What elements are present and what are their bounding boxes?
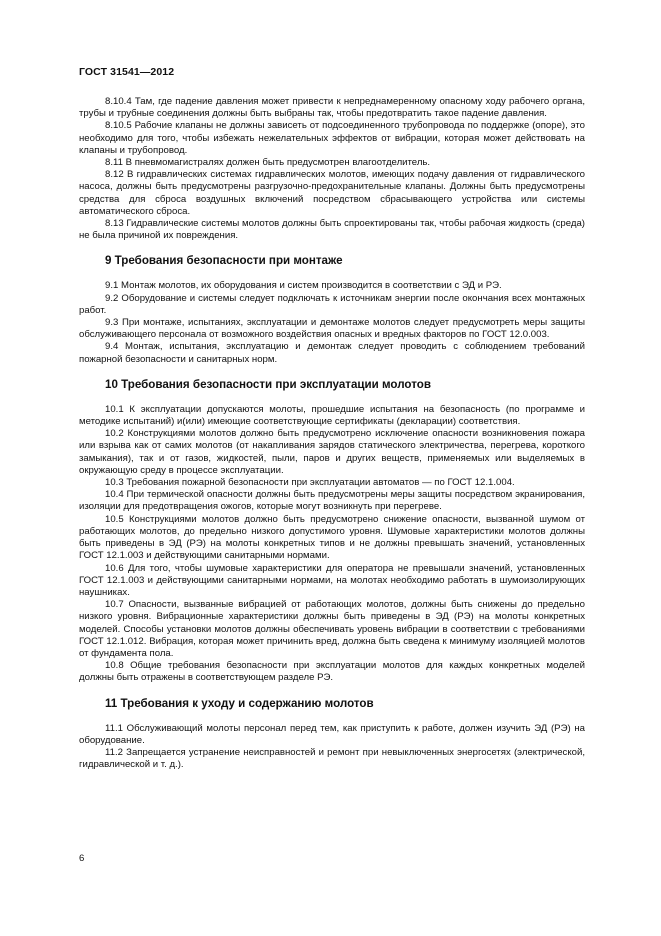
paragraph-11-1: 11.1 Обслуживающий молоты персонал перед тем, как приступить к работе, должен изучить ЭД (РЭ) на оборудование. bbox=[79, 722, 585, 746]
paragraph-8-12: 8.12 В гидравлических системах гидравлических молотов, имеющих подачу давления от гидравлического насоса, должны быть предусмотрены разгрузочно-предохранительные клапаны. Должны быть предусмотрены средства для сброса воздушных включений посредством сбрасывающего устройства или системы автоматического сброса. bbox=[79, 169, 585, 217]
document-body bbox=[79, 96, 585, 771]
paragraph-10-2: 10.2 Конструкциями молотов должно быть предусмотрено исключение опасности возникновения пожара или взрыва как от самих молотов (от накапливания зарядов статического электричества, перегрева, короткого замыкания), так и от газов, жидкостей, пыли, паров и других веществ, применяемых или выделяемых в окружающую среду в процессе эксплуатации. bbox=[79, 428, 585, 476]
paragraph-9-2: 9.2 Оборудование и системы следует подключать к источникам энергии после окончания всех монтажных работ. bbox=[79, 292, 585, 316]
document-header: ГОСТ 31541—2012 bbox=[79, 66, 175, 78]
paragraph-10-3: 10.3 Требования пожарной безопасности при эксплуатации автоматов — по ГОСТ 12.1.004. bbox=[105, 477, 515, 489]
paragraph-8-10-5: 8.10.5 Рабочие клапаны не должны зависеть от подсоединенного трубопровода по поддержке (опоре), это необходимо для того, чтобы избежать нежелательных эффектов от вибрации, которая может действовать на клапаны и трубопровод. bbox=[79, 120, 585, 156]
paragraph-10-1: 10.1 К эксплуатации допускаются молоты, прошедшие испытания на безопасность (по программе и методике испытаний) и(или) имеющие соответствующие сертификаты (декларации) соответствия. bbox=[79, 403, 585, 428]
paragraph-11-2: 11.2 Запрещается устранение неисправностей и ремонт при невыключенных энергосетях (электрической, гидравлической и т. д.). bbox=[79, 746, 585, 771]
section-heading-9: 9 Требования безопасности при монтаже bbox=[105, 254, 343, 268]
paragraph-10-8: 10.8 Общие требования безопасности при эксплуатации молотов для каждых конкретных моделей должны быть отражены в соответствующем разделе РЭ. bbox=[79, 660, 585, 684]
paragraph-9-3: 9.3 При монтаже, испытаниях, эксплуатации и демонтаже молотов следует предусмотреть меры защиты обслуживающего персонала от возможного воздействия опасных и вредных факторов по ГОСТ 12.0.003. bbox=[79, 317, 585, 341]
paragraph-10-6: 10.6 Для того, чтобы шумовые характеристики для оператора не превышали значений, установленных ГОСТ 12.1.003 и действующими санитарными нормами, на молотах необходимо работать в шумоизолирующих наушниках. bbox=[79, 562, 585, 598]
paragraph-8-13: 8.13 Гидравлические системы молотов должны быть спроектированы так, чтобы рабочая жидкость (среда) не была причиной их повреждения. bbox=[79, 218, 585, 242]
section-heading-11: 11 Требования к уходу и содержанию молотов bbox=[105, 696, 374, 710]
section-heading-10: 10 Требования безопасности при эксплуатации молотов bbox=[105, 377, 431, 391]
paragraph-8-10-4: 8.10.4 Там, где падение давления может привести к непреднамеренному опасному ходу рабочего органа, трубы и трубные соединения должны быть выбраны так, чтобы предотвратить такое падение давления. bbox=[79, 96, 585, 120]
paragraph-10-5: 10.5 Конструкциями молотов должно быть предусмотрено снижение опасности, вызванной шумом от работающих молотов, до предельно низкого допустимого уровня. Шумовые характеристики молотов должны быть приведены в ЭД (РЭ) на молоты конкретных типов и не должны превышать значений, установленных ГОСТ 12.1.003 и действующими санитарными нормами. bbox=[79, 513, 585, 562]
paragraph-10-7: 10.7 Опасности, вызванные вибрацией от работающих молотов, должны быть снижены до предельно низкого уровня. Вибрационные характеристики должны быть приведены в ЭД (РЭ) на молоты конкретных моделей. Способы установки молотов должны обеспечивать уровень вибрации в соответствии с требованиями ГОСТ 12.1.012. Вибрация, которая может причинить вред, должна быть сведена к минимуму изоляцией молотов от фундамента пола. bbox=[79, 599, 585, 659]
page-number: 6 bbox=[79, 853, 85, 864]
paragraph-8-11: 8.11 В пневмомагистралях должен быть предусмотрен влагоотделитель. bbox=[105, 157, 431, 169]
paragraph-9-4: 9.4 Монтаж, испытания, эксплуатацию и демонтаж следует проводить с соблюдением требований пожарной безопасности и санитарных норм. bbox=[79, 341, 585, 365]
paragraph-10-4: 10.4 При термической опасности должны быть предусмотрены меры защиты посредством экранирования, изоляции для предотвращения ожогов, которые могут возникнуть при перегреве. bbox=[79, 489, 585, 513]
paragraph-9-1: 9.1 Монтаж молотов, их оборудования и систем производится в соответствии с ЭД и РЭ. bbox=[105, 280, 502, 292]
